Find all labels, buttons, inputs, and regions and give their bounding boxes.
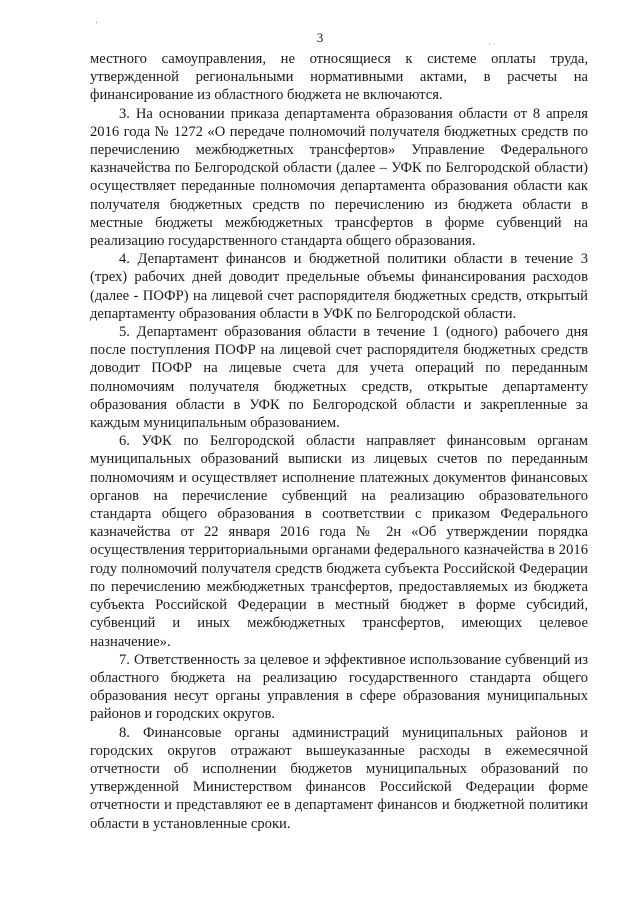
paragraph-6: 6. УФК по Белгородской области направляет финансовым органам муниципальных образований выписки из лицевых счетов по переданным полномочиям и осуществляет исполнение платежных документов финансовых органов на перечисление субвенций на реализацию образовательного стандарта общего образования в соответствии с приказом Федерального казначейства от 22 января 2016 года № 2н «Об утверждении порядка осуществления территориальными органами федерального казначейства в 2016 году полномочий получателя средств бюджета субъекта Российской Федерации по перечислению межбюджетных трансфертов, предоставляемых из бюджета субъекта Российской Федерации в местный бюджет в форме субсидий, субвенций и иных межбюджетных трансфертов, имеющих целевое назначение». bbox=[90, 433, 588, 650]
scan-speck: ' bbox=[96, 20, 98, 29]
paragraph-3: 3. На основании приказа департамента образования области от 8 апреля 2016 года № 1272 «О передаче полномочий получателя бюджетных средств по перечислению межбюджетных трансфертов» Управление Федерального казначейства по Белгородской области (далее – УФК по Белгородской области) осуществляет переданные полномочия департамента образования области как получателя бюджетных средств по перечислению из бюджета области в местные бюджеты межбюджетных трансфертов в форме субвенций на реализацию государственного стандарта общего образования. bbox=[90, 105, 588, 250]
page-number: 3 bbox=[316, 30, 324, 45]
paragraph-5: 5. Департамент образования области в течение 1 (одного) рабочего дня после поступления ПОФР на лицевой счет распорядителя бюджетных средств доводит ПОФР на лицевые счета для учета операций по переданным полномочиям получателя бюджетных средств, открытые департаменту образования области в УФК по Белгородской области и закрепленные за каждым муниципальным образованием. bbox=[90, 324, 588, 432]
paragraph-8: 8. Финансовые органы администраций муниципальных районов и городских округов отражают вышеуказанные расходы в ежемесячной отчетности об исполнении бюджетов муниципальных образований по утвержденной Министерством финансов Российской Федерации форме отчетности и представляют ее в департамент финансов и бюджетной политики области в установленные сроки. bbox=[90, 724, 588, 832]
document-body bbox=[90, 50, 588, 833]
paragraph-7: 7. Ответственность за целевое и эффективное использование субвенций из областного бюджета на реализацию государственного стандарта общего образования несут органы управления в сфере образования муниципальных районов и городских округов. bbox=[90, 651, 588, 723]
paragraph-continuation: местного самоуправления, не относящиеся к системе оплаты труда, утвержденной региональными нормативными актами, в расчеты на финансирование из областного бюджета не включаются. bbox=[90, 51, 588, 104]
paragraph-4: 4. Департамент финансов и бюджетной политики области в течение 3 (трех) рабочих дней доводит предельные объемы финансирования расходов (далее - ПОФР) на лицевой счет распорядителя бюджетных средств, открытый департаменту образования области в УФК по Белгородской области. bbox=[90, 251, 588, 322]
scan-speck: · · bbox=[488, 40, 496, 49]
